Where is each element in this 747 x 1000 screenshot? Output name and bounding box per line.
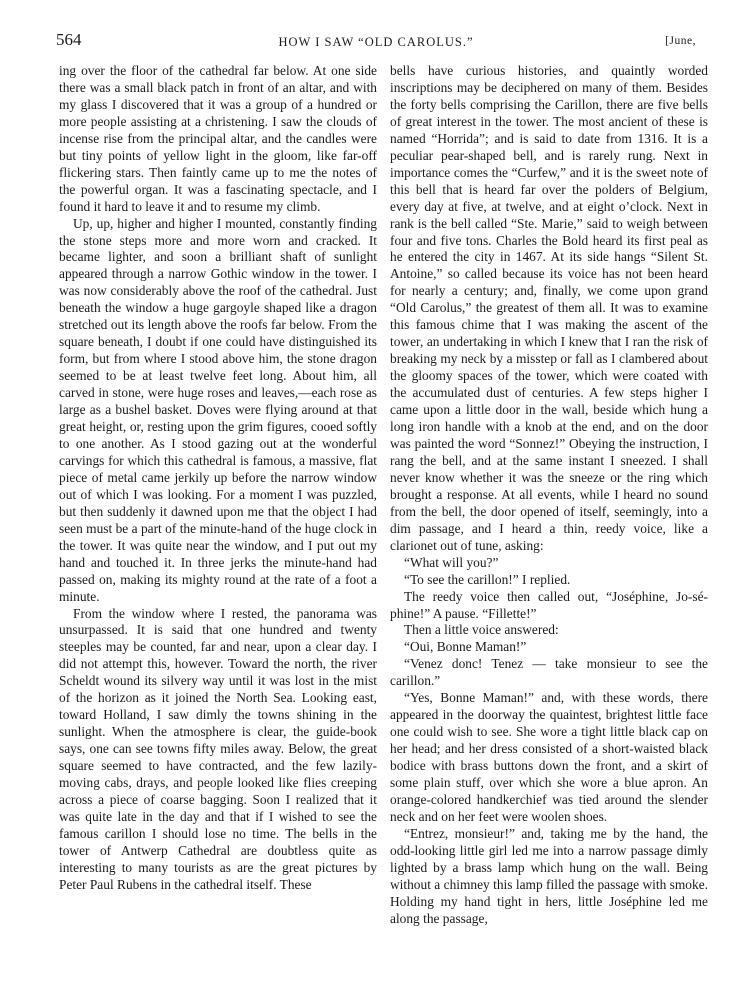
- paragraph: “Venez donc! Tenez — take monsieur to see the carillon.”: [390, 656, 708, 689]
- right-column: [390, 63, 708, 928]
- paragraph: “Entrez, monsieur!” and, taking me by the hand, the odd-looking little girl led me into a narrow passage dimly lighted by a brass lamp which hung on the wall. Being without a chimney this lamp filled the passage with smoke. Holding my hand tight in hers, little Joséphine led me along the passage,: [390, 825, 708, 926]
- paragraph: “Oui, Bonne Maman!”: [404, 639, 527, 655]
- paragraph: “To see the carillon!” I replied.: [404, 571, 571, 587]
- page-number: 564: [56, 30, 82, 49]
- paragraph: bells have curious histories, and quaintly worded inscriptions may be deciphered on many of them. Besides the forty bells comprising the Carillon, there are five bells of great interest in the tower. The most ancient of these is named “Horrida”; and is said to date from 1316. It is a peculiar pear-shaped bell, and is rarely rung. Next in importance comes the “Curfew,” and it is the sweet note of this bell that is heard far over the polders of Belgium, every day at five, at twelve, and at eight o’clock. Next in rank is the bell called “Ste. Marie,” said to weigh between four and five tons. Charles the Bold heard its first peal as he entered the city in 1467. At its side hangs “Silent St. Antoine,” so called because its voice has not been heard for nearly a century; and, finally, we come upon grand “Old Carolus,” the greatest of them all. It was to examine this famous chime that I was making the ascent of the tower, an undertaking in which I knew that I ran the risk of breaking my neck by a misstep or fall as I clambered about the gloomy spaces of the tower, which were coated with the accumulated dust of centuries. A few steps higher I came upon a little door in the wall, beside which hung a long iron handle with a knob at the end, and on the door was painted the word “Sonnez!” Obeying the instruction, I rang the bell, and at the same instant I sneezed. I shall never know whether it was the sneeze or the ring which brought a response. At all events, while I heard no sound from the bell, the door opened of itself, seemingly, into a dim passage, and I heard a thin, reedy voice, like a clarionet out of tune, asking:: [390, 63, 708, 553]
- paragraph: ing over the floor of the cathedral far below. At one side there was a small black patch in front of an altar, and with my glass I discovered that it was a group of a hundred or more people assisting at a christening. I saw the clouds of incense rise from the principal altar, and the candles were but tiny points of yellow light in the gloom, like far-off flickering stars. Then faintly came up to me the notes of the powerful organ. It was a fascinating spectacle, and I found it hard to leave it and to resume my climb.: [59, 63, 377, 214]
- paragraph: From the window where I rested, the panorama was unsurpassed. It is said that one hundred and twenty steeples may be counted, far and near, upon a clear day. I did not attempt this, however. Toward the north, the river Scheldt wound its silvery way until it was lost in the mist of the horizon as it joined the North Sea. Looking east, toward Holland, I saw dimly the towns shining in the sunlight. When the atmosphere is clear, the guide-book says, one can see towns fifty miles away. Below, the great square seemed to have contracted, and the few lazily-moving cabs, drays, and people looked like flies creeping across a piece of coarse bagging. Soon I realized that it was quite late in the day and that if I wished to see the famous carillon I should lose no time. The bells in the tower of Antwerp Cathedral are doubtless quite as interesting to many tourists as are the great pictures by Peter Paul Rubens in the cathedral itself. These: [59, 605, 377, 892]
- paragraph: Then a little voice answered:: [404, 622, 559, 638]
- issue-month: [June,: [665, 35, 696, 47]
- running-header: [56, 30, 696, 54]
- paragraph: The reedy voice then called out, “Joséphine, Jo-sé-phine!” A pause. “Fillette!”: [390, 588, 708, 621]
- left-column: [59, 63, 377, 894]
- paragraph: “What will you?”: [404, 554, 499, 570]
- running-title: HOW I SAW “OLD CAROLUS.”: [278, 35, 474, 49]
- paragraph: “Yes, Bonne Maman!” and, with these words, there appeared in the doorway the quaintest, brightest little face one could wish to see. She wore a tight little black cap on her head; and her dress consisted of a short-waisted black bodice with brass buttons down the front, and a skirt of some plain stuff, over which she wore a blue apron. An orange-colored handkerchief was tied around the slender neck and on her feet were woolen shoes.: [390, 690, 708, 824]
- paragraph: Up, up, higher and higher I mounted, constantly finding the stone steps more and more worn and cracked. It became lighter, and soon a brilliant shaft of sunlight appeared through a narrow Gothic window in the tower. I was now considerably above the roof of the cathedral. Just beneath the window a huge gargoyle shaped like a dragon stretched out its length above the roofs far below. From the square beneath, I doubt if one could have distinguished its form, but from where I stood above him, the stone dragon seemed to be at least twelve feet long. About him, all carved in stone, were huge roses and leaves,—each rose as large as a bushel basket. Doves were flying around at that great height, or, resting upon the grim figures, cooed softly to one another. As I stood gazing out at the wonderful carvings for which this cathedral is famous, a massive, flat piece of metal came jerkily up before the narrow window out of which I was looking. For a moment I was puzzled, but then suddenly it dawned upon me that the object I had seen must be a part of the minute-hand of the huge clock in the tower. It was quite near the window, and I put out my hand and touched it. In three jerks the minute-hand had passed on, making its mighty round at the rate of a foot a minute.: [59, 215, 377, 604]
